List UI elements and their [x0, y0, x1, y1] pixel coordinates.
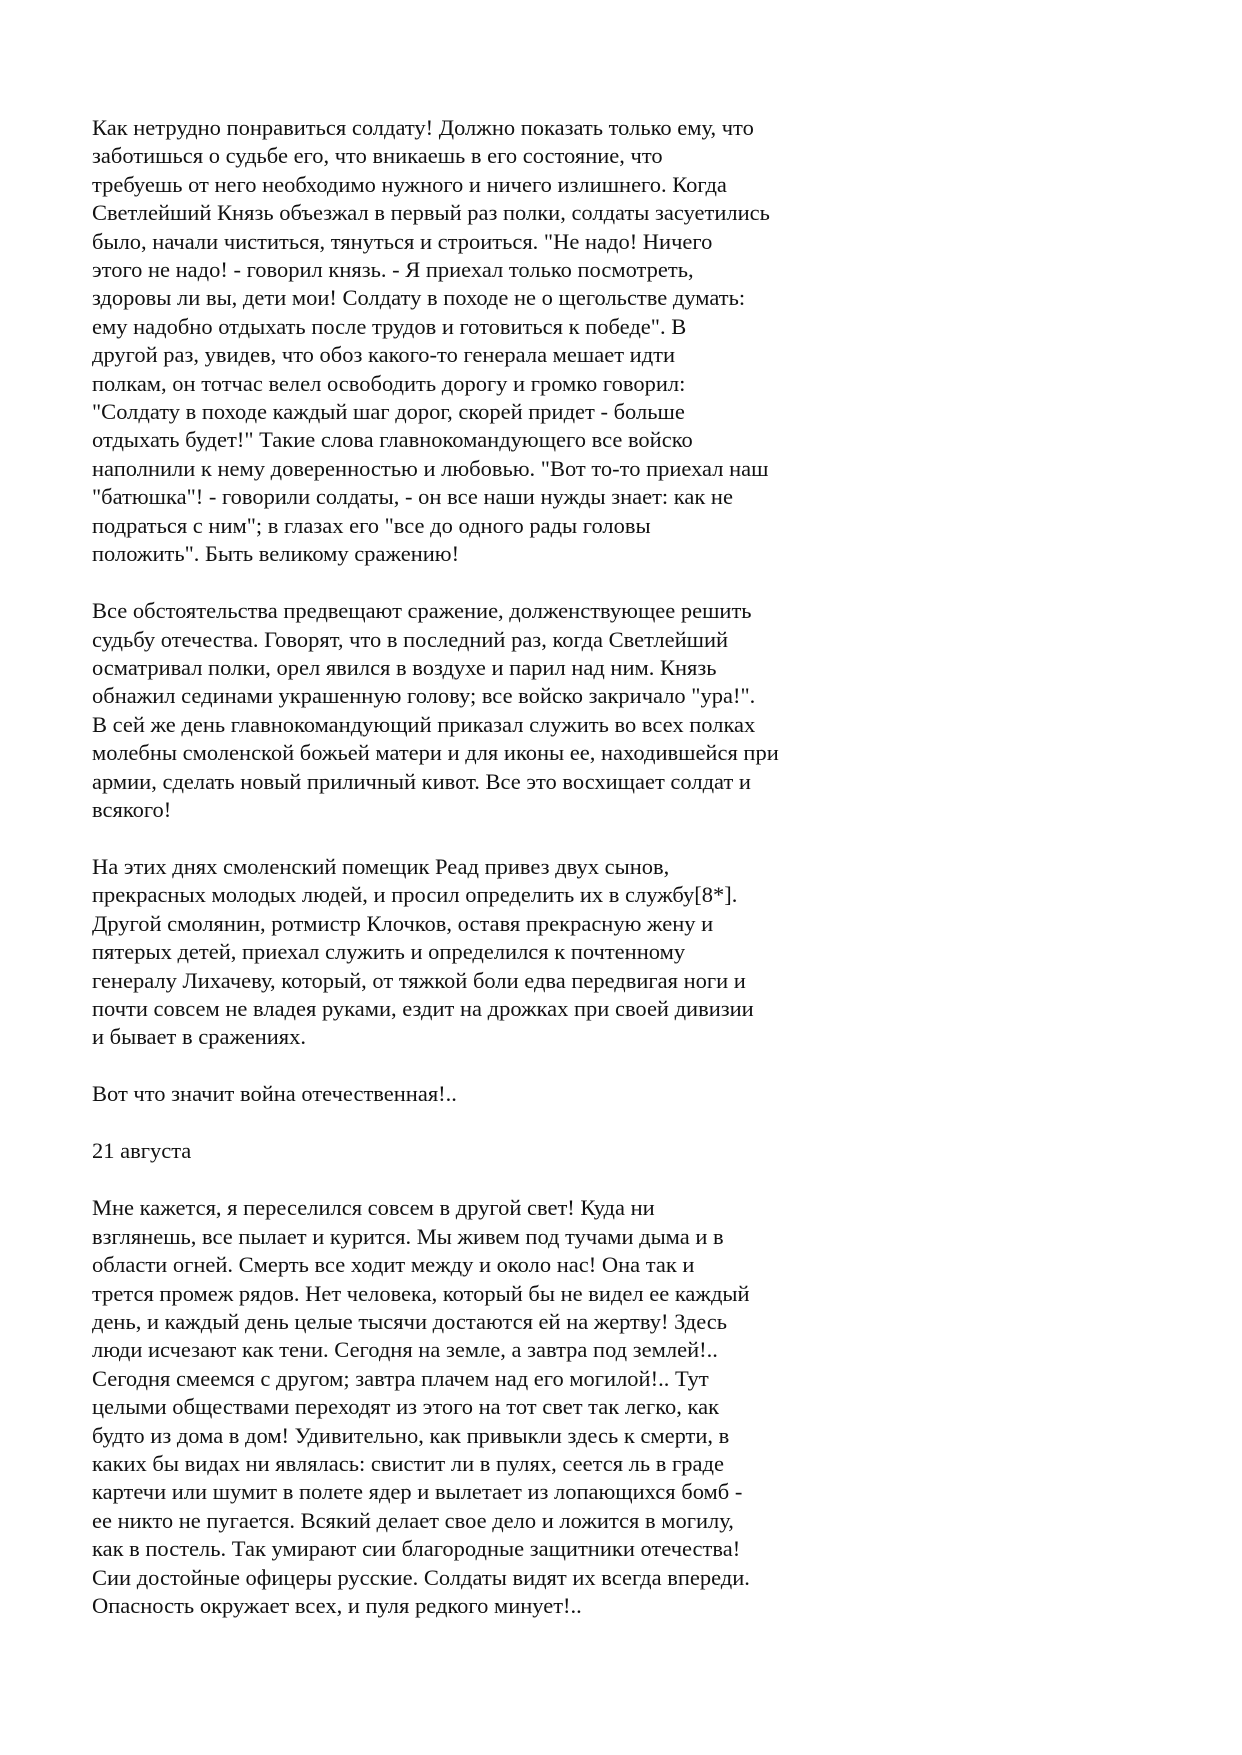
text-line: осматривал полки, орел явился в воздухе и парил над ним. Князь — [92, 654, 717, 680]
text-line: Все обстоятельства предвещают сражение, долженствующее решить — [92, 598, 752, 624]
text-line: прекрасных молодых людей, и просил определить их в службу[8*]. — [92, 882, 738, 908]
text-line: Опасность окружает всех, и пуля редкого минует!.. — [92, 1593, 582, 1619]
text-line: другой раз, увидев, что обоз какого-то генерала мешает идти — [92, 342, 676, 368]
text-line: почти совсем не владея руками, ездит на дрожках при своей дивизии — [92, 995, 754, 1021]
text-line: люди исчезают как тени. Сегодня на земле, а завтра под землей!.. — [92, 1337, 718, 1363]
text-line: армии, сделать новый приличный кивот. Все это восхищает солдат и — [92, 768, 751, 794]
text-line: заботишься о судьбе его, что вникаешь в его состояние, что — [92, 143, 663, 169]
text-line: целыми обществами переходят из этого на тот свет так легко, как — [92, 1394, 720, 1420]
text-line: Сии достойные офицеры русские. Солдаты видят их всегда впереди. — [92, 1564, 750, 1590]
text-line: будто из дома в дом! Удивительно, как привыкли здесь к смерти, в — [92, 1422, 730, 1448]
text-line: "батюшка"! - говорили солдаты, - он все наши нужды знает: как не — [92, 484, 733, 510]
text-line: "Солдату в походе каждый шаг дорог, скорей придет - больше — [92, 399, 685, 425]
text-line: полкам, он тотчас велел освободить дорогу и громко говорил: — [92, 370, 686, 396]
paragraph-soldier-care — [92, 114, 1152, 569]
text-line: судьбу отечества. Говорят, что в последний раз, когда Светлейший — [92, 626, 729, 652]
text-line: как в постель. Так умирают сии благородные защитники отечества! — [92, 1536, 741, 1562]
text-line: 21 августа — [92, 1138, 192, 1164]
text-line: наполнили к нему доверенностью и любовью. "Вот то-то приехал наш — [92, 455, 769, 481]
text-line: каких бы видах ни являлась: свистит ли в пулях, сеется ль в граде — [92, 1451, 724, 1477]
paragraph-volunteers — [92, 853, 1152, 1052]
text-line: подраться с ним"; в глазах его "все до одного рады головы — [92, 512, 651, 538]
text-line: здоровы ли вы, дети мои! Солдату в походе не о щегольстве думать: — [92, 285, 746, 311]
text-line: генералу Лихачеву, который, от тяжкой боли едва передвигая ноги и — [92, 967, 746, 993]
text-line: Другой смолянин, ротмистр Клочков, оставя прекрасную жену и — [92, 910, 714, 936]
paragraph-battle-omens — [92, 597, 1152, 824]
text-line: было, начали чиститься, тянуться и строиться. "Не надо! Ничего — [92, 228, 713, 254]
text-line: и бывает в сражениях. — [92, 1024, 307, 1050]
text-line: ее никто не пугается. Всякий делает свое дело и ложится в могилу, — [92, 1507, 734, 1533]
paragraph-another-world — [92, 1194, 1152, 1620]
text-line: отдыхать будет!" Такие слова главнокомандующего все войско — [92, 427, 693, 453]
text-line: Как нетрудно понравиться солдату! Должно показать только ему, что — [92, 115, 754, 140]
text-line: картечи или шумит в полете ядер и вылетает из лопающихся бомб - — [92, 1479, 743, 1505]
text-line: На этих днях смоленский помещик Реад привез двух сынов, — [92, 853, 670, 879]
text-line: взглянешь, все пылает и курится. Мы живем под тучами дыма и в — [92, 1223, 724, 1249]
text-line: день, и каждый день целые тысячи достаются ей на жертву! Здесь — [92, 1309, 728, 1334]
text-line: пятерых детей, приехал служить и определился к почтенному — [92, 939, 686, 965]
text-line: положить". Быть великому сражению! — [92, 541, 460, 567]
paragraph-patriotic-war — [92, 1080, 1152, 1108]
text-line: Светлейший Князь объезжал в первый раз полки, солдаты засуетились — [92, 200, 770, 226]
text-line: Сегодня смеемся с другом; завтра плачем над его могилой!.. Тут — [92, 1365, 709, 1391]
document-page — [92, 114, 1152, 1649]
text-line: трется промеж рядов. Нет человека, который бы не видел ее каждый — [92, 1280, 750, 1306]
text-line: Вот что значит война отечественная!.. — [92, 1081, 457, 1107]
diary-date-heading — [92, 1137, 1152, 1165]
text-line: области огней. Смерть все ходит между и около нас! Она так и — [92, 1252, 695, 1278]
text-line: В сей же день главнокомандующий приказал служить во всех полках — [92, 711, 756, 737]
text-line: обнажил сединами украшенную голову; все войско закричало "ура!". — [92, 683, 756, 709]
text-line: Мне кажется, я переселился совсем в другой свет! Куда ни — [92, 1195, 655, 1221]
text-line: молебны смоленской божьей матери и для иконы ее, находившейся при — [92, 740, 779, 766]
text-line: всякого! — [92, 796, 172, 822]
text-line: этого не надо! - говорил князь. - Я приехал только посмотреть, — [92, 257, 694, 283]
text-line: ему надобно отдыхать после трудов и готовиться к победе". В — [92, 313, 687, 339]
text-line: требуешь от него необходимо нужного и ничего излишнего. Когда — [92, 171, 727, 197]
